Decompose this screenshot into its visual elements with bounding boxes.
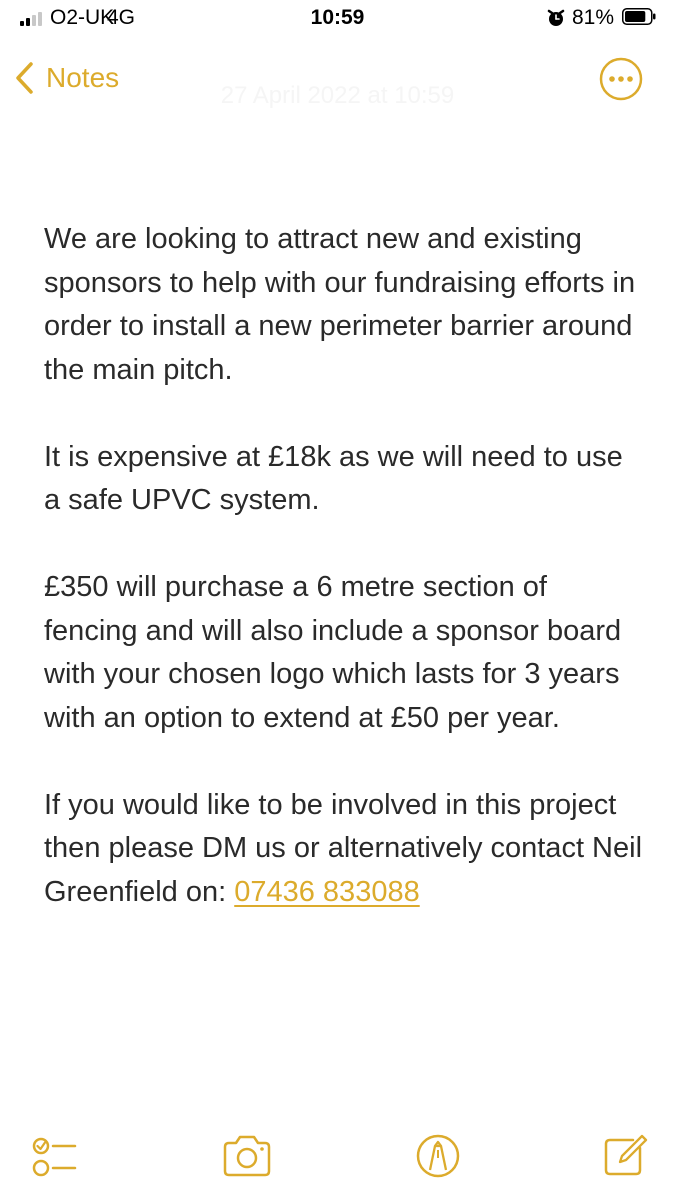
navigation-bar	[0, 48, 675, 108]
camera-icon[interactable]	[220, 1130, 274, 1180]
note-paragraph: We are looking to attract new and existing sponsors to help with our fundraising efforts in order to install a new perimeter barrier around the main pitch.	[44, 223, 636, 386]
status-time: 10:59	[310, 6, 365, 29]
battery-icon	[622, 8, 656, 25]
note-paragraph: £350 will purchase a 6 metre section of fencing and will also include a sponsor board with your chosen logo which lasts for 3 years with an option to extend at £50 per year.	[44, 571, 622, 734]
note-date: 27 April 2022 at 10:59	[220, 82, 455, 109]
network-type: 4G	[107, 6, 136, 29]
checklist-icon[interactable]	[30, 1130, 80, 1180]
carrier-name: O2-UK	[50, 6, 115, 29]
bottom-toolbar	[0, 1130, 675, 1190]
contact-text: If you would like to be involved in this project then please DM us or alternatively contact Neil Greenfield on:	[44, 788, 643, 908]
status-bar	[0, 0, 675, 40]
phone-number-link[interactable]: 07436 833088	[234, 875, 420, 908]
alarm-icon	[546, 8, 566, 28]
compose-icon[interactable]	[600, 1130, 650, 1180]
note-paragraph-contact	[44, 784, 644, 915]
battery-percent: 81%	[572, 6, 615, 29]
note-body[interactable]	[44, 218, 644, 958]
back-label: Notes	[46, 62, 120, 93]
ellipsis-circle-icon[interactable]	[598, 56, 644, 102]
markup-pen-icon[interactable]	[413, 1130, 463, 1180]
note-paragraph: It is expensive at £18k as we will need to use a safe UPVC system.	[44, 440, 623, 516]
